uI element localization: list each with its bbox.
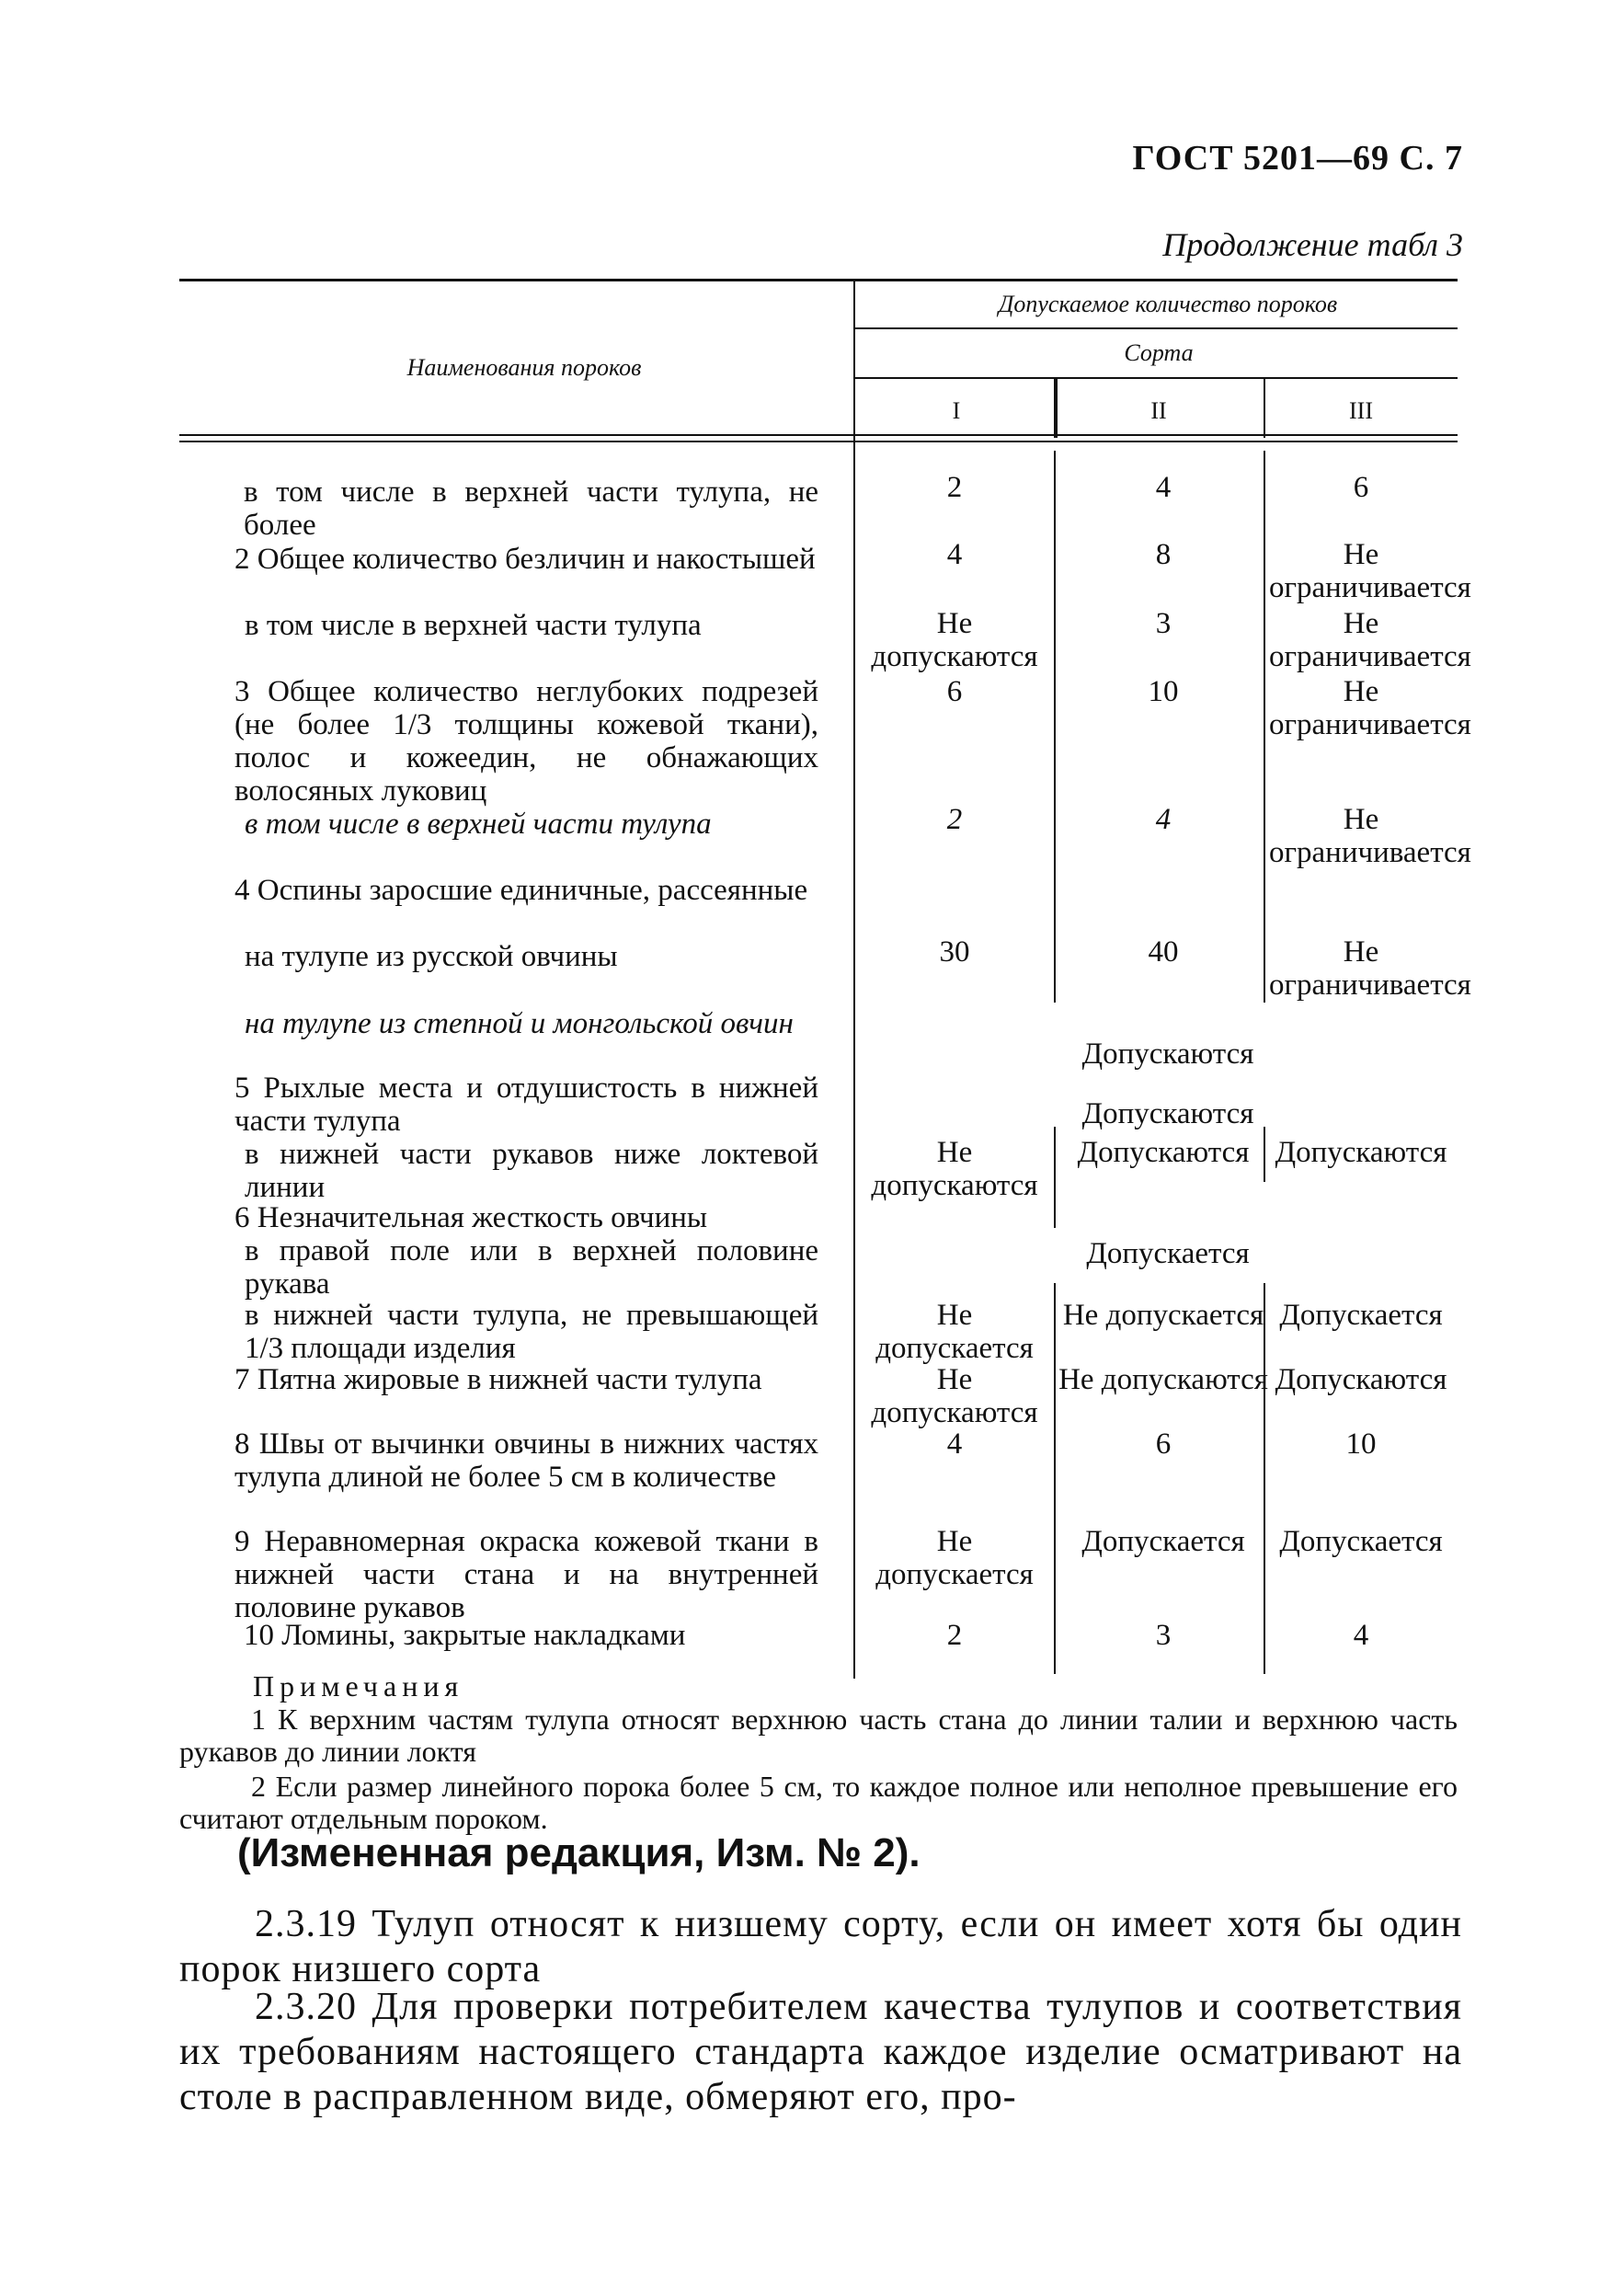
- table-header-bottom-rule-2: [179, 441, 1458, 442]
- table-header-rule-2: [855, 377, 1458, 379]
- note-item: 2 Если размер линейного порока более 5 см, то каждое полное или неполное превышение его считают отдельным пороком.: [179, 1770, 1458, 1835]
- table-cell-grade-1: 4: [946, 538, 963, 571]
- table-cell-grade-2: 8: [1155, 538, 1172, 571]
- table-cell-grade-2: 3: [1155, 607, 1172, 640]
- table-row-name: 6 Незначительная жесткость овчины: [234, 1201, 708, 1234]
- table-cell-grade-3: Не ограничивается: [1269, 607, 1471, 673]
- table-row-name: 10 Ломины, закрытые накладками: [244, 1619, 686, 1652]
- table-row-name: в правой поле или в верхней половине рукава: [245, 1234, 818, 1301]
- table-cell-grade-1: Не допускаются: [871, 1363, 1038, 1429]
- table-row-name: в нижней части тулупа, не превышающей 1/3 площади изделия: [245, 1299, 818, 1365]
- table-cell-grade-2: 4: [1155, 471, 1172, 504]
- table-cell-grade-2: 10: [1148, 675, 1179, 708]
- column-rule-grade-2: [1264, 377, 1265, 438]
- column-rule-grade-1: [1054, 1127, 1056, 1228]
- table-cell-grade-3: Допускается: [1279, 1299, 1443, 1332]
- table-row-name: 3 Общее количество неглубоких подрезей (не более 1/3 толщины кожевой ткани), полос и кожеедин, не обнажающих волосяных луковиц: [234, 675, 818, 808]
- table-cell-grade-2: 40: [1148, 935, 1179, 969]
- table-cell-grade-1: 30: [939, 935, 970, 969]
- paragraph: 2.3.20 Для проверки потребителем качества тулупов и соответствия их требованиям настоящего стандарта каждое изделие осматривают на столе в расправленном виде, обмеряют его, про-: [179, 1986, 1462, 2118]
- table-cell-grade-1: 4: [946, 1427, 963, 1461]
- table-cell-grade-3: Не ограничивается: [1269, 538, 1471, 604]
- table-cell-grade-3: 4: [1353, 1619, 1369, 1652]
- column-rule-grade-2: [1264, 1283, 1265, 1674]
- table-cell-grade-2: 3: [1155, 1619, 1172, 1652]
- table-cell-grade-3: 10: [1345, 1427, 1377, 1461]
- table-row-name: 4 Оспины заросшие единичные, рассеянные: [234, 874, 808, 907]
- note-item: 1 К верхним частям тулупа относят верхнюю часть стана до линии талии и верхнюю часть рукавов до линии локтя: [179, 1703, 1458, 1768]
- table-cell-grade-1: 2: [946, 803, 963, 836]
- table-row-name: 8 Швы от вычинки овчины в нижних частях тулупа длиной не более 5 см в количестве: [234, 1427, 818, 1494]
- column-rule-grade-1: [1054, 1283, 1056, 1674]
- notes-title: Примечания: [253, 1669, 464, 1703]
- table-cell-grade-3: Допускаются: [1275, 1136, 1447, 1169]
- table-cell-grade-2: Не допускается: [1062, 1299, 1264, 1332]
- table-cell-grade-1: Не допускаются: [871, 607, 1038, 673]
- header-defect-names: Наименования пороков: [406, 354, 642, 381]
- table-header-bottom-rule: [179, 434, 1458, 436]
- amendment-note: (Измененная редакция, Изм. № 2).: [237, 1830, 921, 1875]
- table-cell-grade-3: Не ограничивается: [1269, 675, 1471, 741]
- table-cell-grade-2: Допускается: [1081, 1525, 1245, 1558]
- table-row-name: в нижней части рукавов ниже локтевой линии: [245, 1138, 818, 1204]
- table-cell-grade-2: 4: [1155, 803, 1172, 836]
- table-header-rule-1: [855, 327, 1458, 329]
- table-row-name: на тулупе из русской овчины: [245, 940, 618, 973]
- table-cell-grade-2: Не допускаются: [1058, 1363, 1268, 1396]
- table-row-name: 9 Неравномерная окраска кожевой ткани в нижней части стана и на внутренней половине рукавов: [234, 1525, 818, 1624]
- column-rule-grade-2: [1264, 451, 1265, 1003]
- header-grade-1: I: [952, 397, 961, 424]
- table-cell-span: Допускаются: [1081, 1038, 1254, 1071]
- table-cell-grade-1: 6: [946, 675, 963, 708]
- header-allowed-count: Допускаемое количество пороков: [998, 291, 1338, 317]
- column-rule-name: [853, 281, 855, 1679]
- table-cell-grade-3: Не ограничивается: [1269, 935, 1471, 1002]
- page-header: ГОСТ 5201—69 С. 7: [1132, 139, 1463, 178]
- table-cell-grade-3: Не ограничивается: [1269, 803, 1471, 869]
- table-row-name: на тулупе из степной и монгольской овчин: [245, 1007, 794, 1040]
- header-grades: Сорта: [1124, 339, 1194, 366]
- table-cell-span: Допускается: [1086, 1237, 1250, 1270]
- table-top-rule: [179, 279, 1458, 281]
- table-cell-grade-2: 6: [1155, 1427, 1172, 1461]
- table-cell-grade-3: 6: [1353, 471, 1369, 504]
- table-row-name: в том числе в верхней части тулупа: [245, 808, 712, 841]
- table-cell-grade-1: 2: [946, 471, 963, 504]
- column-rule-grade-1: [1054, 451, 1056, 1003]
- table-cell-grade-1: Не допускается: [875, 1525, 1034, 1591]
- table-cell-grade-3: Допускается: [1279, 1525, 1443, 1558]
- header-grade-3: III: [1349, 397, 1373, 424]
- paragraph: 2.3.19 Тулуп относят к низшему сорту, если он имеет хотя бы один порок низшего сорта: [179, 1903, 1462, 1990]
- table-row-name: 2 Общее количество безличин и накостышей: [234, 543, 816, 576]
- table-cell-grade-3: Допускаются: [1275, 1363, 1447, 1396]
- table-row-name: в том числе в верхней части тулупа: [245, 609, 702, 642]
- table-row-name: 5 Рыхлые места и отдушистость в нижней части тулупа: [234, 1072, 818, 1138]
- table-cell-grade-1: 2: [946, 1619, 963, 1652]
- table-row-name: в том числе в верхней части тулупа, не более: [244, 476, 818, 542]
- table-cell-span: Допускаются: [1081, 1097, 1254, 1130]
- table-cell-grade-2: Допускаются: [1077, 1136, 1250, 1169]
- header-grade-2: II: [1150, 397, 1167, 424]
- table-cell-grade-1: Не допускается: [875, 1299, 1034, 1365]
- table-continuation-label: Продолжение табл 3: [1162, 226, 1463, 263]
- table-cell-grade-1: Не допускаются: [871, 1136, 1038, 1202]
- table-row-name: 7 Пятна жировые в нижней части тулупа: [234, 1363, 762, 1396]
